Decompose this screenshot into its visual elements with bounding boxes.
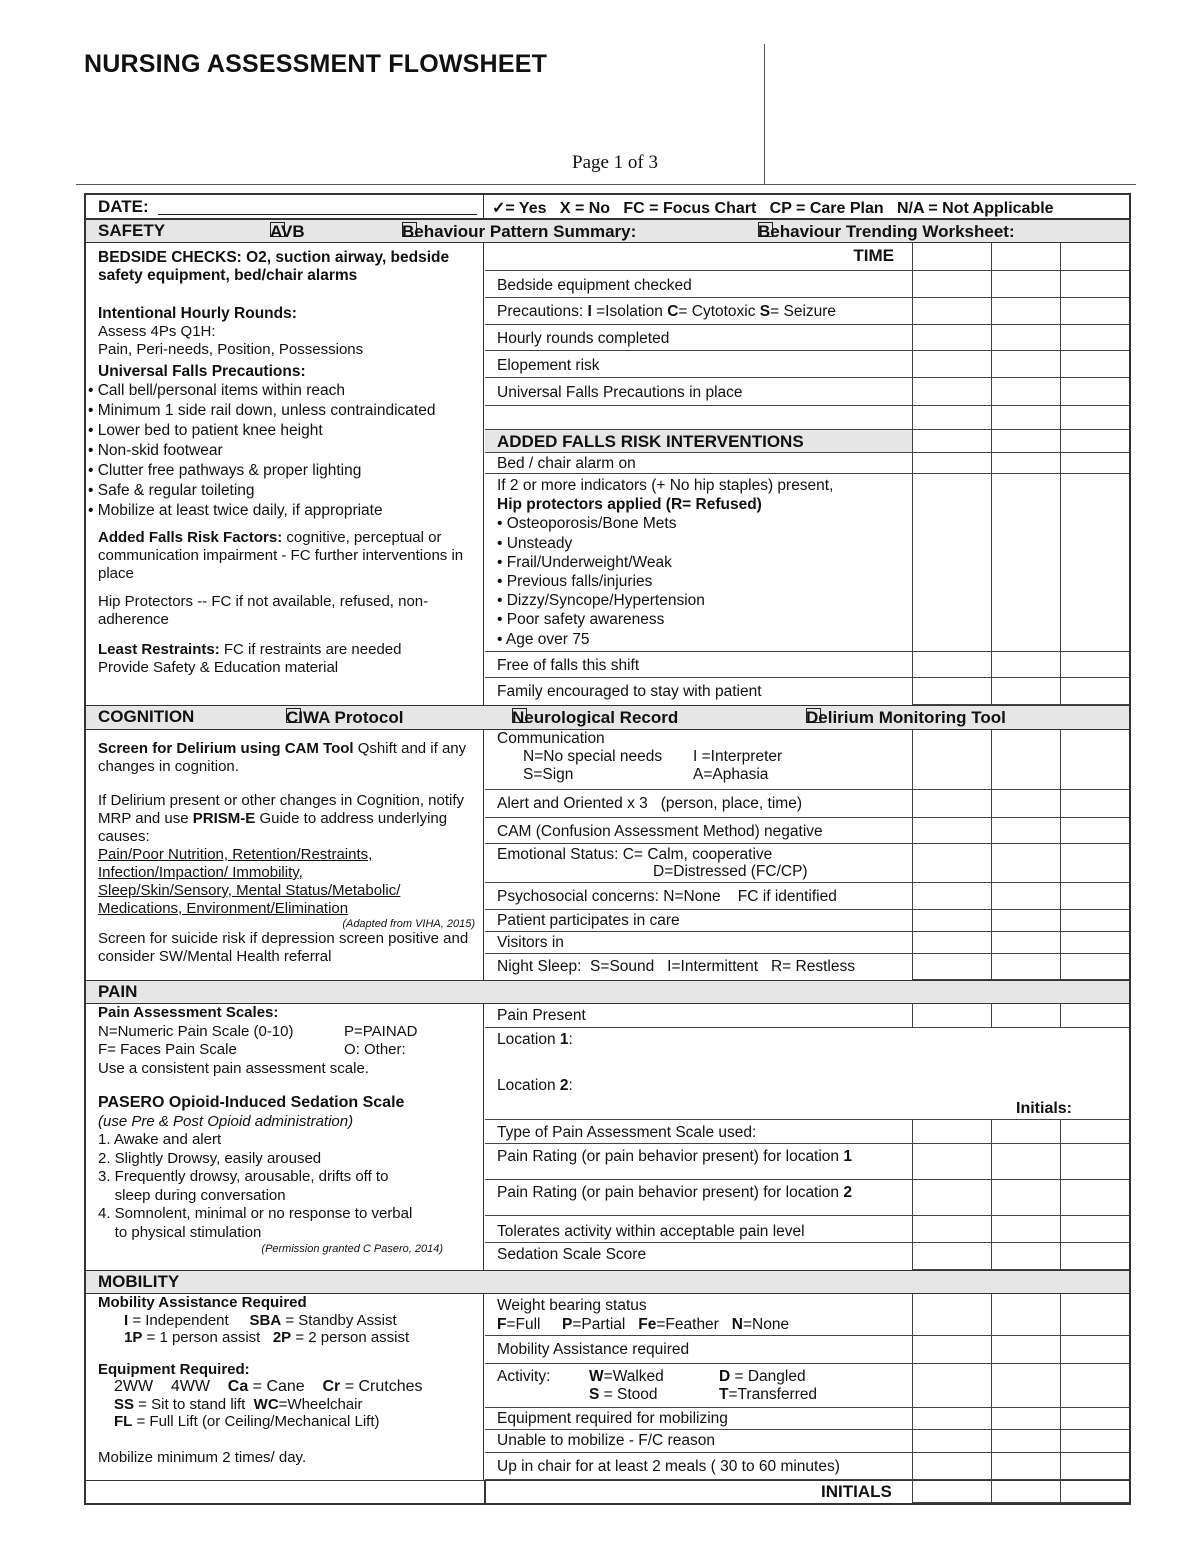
bedside-checks-text: BEDSIDE CHECKS: O2, suction airway, bedside safety equipment, bed/chair alarms — [98, 249, 450, 284]
scale-other: O: Other: — [344, 1041, 406, 1058]
time-entry-cell[interactable] — [991, 1480, 1060, 1503]
time-entry-cell[interactable] — [912, 844, 991, 883]
assist-line1: I = Independent SBA = Standby Assist — [124, 1311, 397, 1329]
pain-title: PAIN — [98, 982, 138, 1001]
time-entry-cell[interactable] — [991, 954, 1060, 980]
location1-label: Location 1: — [497, 1031, 573, 1048]
date-cell — [86, 195, 484, 219]
time-entry-cell[interactable] — [1060, 932, 1129, 954]
time-entry-cell[interactable] — [912, 1430, 991, 1453]
mobilize-minimum: Mobilize minimum 2 times/ day. — [98, 1448, 307, 1466]
time-entry-cell[interactable] — [1060, 844, 1129, 883]
time-entry-cell[interactable] — [1060, 1144, 1129, 1180]
rating-location2-row: Pain Rating (or pain behavior present) for location 2 — [485, 1180, 912, 1216]
scale-numeric: N=Numeric Pain Scale (0-10) — [98, 1022, 294, 1040]
weight-line2: F=Full P=Partial Fe=Feather N=None — [497, 1316, 790, 1333]
hip-line-falls: • Previous falls/injuries — [497, 573, 653, 591]
time-entry-cell[interactable] — [912, 1408, 991, 1430]
date-row — [86, 195, 1129, 219]
time-entry-cell[interactable] — [991, 730, 1060, 790]
delirium-text2: Guide to address underlying causes: — [98, 810, 448, 845]
mobility-header — [86, 1270, 1129, 1294]
time-entry-cell[interactable] — [912, 1216, 991, 1243]
time-entry-cell[interactable] — [991, 474, 1060, 652]
time-entry-cell[interactable] — [991, 844, 1060, 883]
blank-row — [485, 406, 912, 430]
screen-delirium-text: Qshift and if any changes in cognition. — [98, 740, 467, 775]
hip-protectors-text: Hip Protectors -- FC if not available, refused, non- adherence — [98, 593, 429, 628]
pasero-permission: (Permission granted C Pasero, 2014) — [261, 1243, 443, 1255]
comm-s: S=Sign — [523, 766, 574, 783]
time-entry-cell[interactable] — [912, 351, 991, 378]
psychosocial-row: Psychosocial concerns: N=None FC if identified — [485, 883, 912, 910]
time-entry-cell[interactable] — [1060, 271, 1129, 298]
location2-label: Location 2: — [497, 1077, 573, 1094]
time-entry-cell[interactable] — [1060, 474, 1129, 652]
time-entry-cell[interactable] — [1060, 1430, 1129, 1453]
time-entry-cell[interactable] — [991, 378, 1060, 406]
family-row: Family encouraged to stay with patient — [497, 683, 762, 700]
pasero-item: sleep during conversation — [98, 1186, 286, 1204]
communication-label: Communication — [497, 730, 605, 747]
time-entry-cell[interactable] — [991, 271, 1060, 298]
time-entry-cell[interactable] — [1060, 1336, 1129, 1364]
assessment-form — [84, 193, 1131, 1505]
time-entry-cell[interactable] — [991, 1364, 1060, 1408]
pain-initials-label: Initials: — [1016, 1100, 1073, 1117]
time-entry-cell[interactable] — [912, 1144, 991, 1180]
hip-line-age: • Age over 75 — [497, 630, 590, 648]
neuro-record-label: Neurological Record — [512, 708, 679, 727]
behaviour-trending-label: Behaviour Trending Worksheet: — [758, 222, 1015, 241]
added-risk-title: Added Falls Risk Factors: — [98, 529, 283, 546]
alert-oriented-row: Alert and Oriented x 3 (person, place, time) — [485, 790, 912, 818]
time-entry-cell[interactable] — [1060, 378, 1129, 406]
comm-a: A=Aphasia — [693, 766, 769, 783]
time-row — [485, 243, 912, 271]
activity-row — [485, 1364, 912, 1408]
assistance-required-row: Mobility Assistance required — [485, 1336, 912, 1364]
time-entry-cell[interactable] — [991, 883, 1060, 910]
cam-row: CAM (Confusion Assessment Method) negative — [485, 818, 912, 844]
time-entry-cell[interactable] — [991, 406, 1060, 430]
mobility-title: MOBILITY — [98, 1272, 180, 1291]
weight-bearing-row — [485, 1294, 912, 1336]
sedation-row: Sedation Scale Score — [497, 1246, 647, 1263]
participates-row: Patient participates in care — [485, 910, 912, 932]
hip-line-frail: • Frail/Underweight/Weak — [497, 553, 672, 571]
time-entry-cell[interactable] — [1060, 1364, 1129, 1408]
time-entry-cell[interactable] — [912, 474, 991, 652]
time-entry-cell[interactable] — [912, 652, 991, 678]
activity-label: Activity: — [497, 1368, 551, 1385]
cognition-guidelines — [86, 730, 484, 980]
time-entry-cell[interactable] — [912, 678, 991, 705]
hip-line-intro: If 2 or more indicators (+ No hip staples) present, — [497, 477, 834, 494]
delirium-text1: If Delirium present or other changes in Cognition, notify MRP and use — [98, 792, 465, 827]
time-entry-cell[interactable] — [1060, 818, 1129, 844]
communication-row — [485, 730, 912, 790]
time-entry-cell[interactable] — [991, 1243, 1060, 1270]
time-entry-cell[interactable] — [912, 1364, 991, 1408]
initials-label: INITIALS — [821, 1482, 892, 1501]
scale-faces: F= Faces Pain Scale — [98, 1041, 237, 1058]
pasero-item: to physical stimulation — [98, 1223, 262, 1241]
weight-line1: Weight bearing status — [497, 1297, 647, 1314]
equip-title: Equipment Required: — [98, 1360, 250, 1378]
activity-transferred: T=Transferred — [719, 1386, 818, 1403]
time-entry-cell[interactable] — [991, 351, 1060, 378]
hip-protectors-row — [485, 474, 912, 652]
pain-location-block — [485, 1028, 1129, 1120]
time-entry-cell[interactable] — [1060, 430, 1129, 453]
page-number: Page 1 of 3 — [572, 152, 659, 173]
time-entry-cell[interactable] — [1060, 1216, 1129, 1243]
suicide-screen-text: Screen for suicide risk if depression screen positive and consider SW/Mental Health referral — [98, 930, 469, 965]
time-entry-cell[interactable] — [912, 954, 991, 980]
pasero-item: 3. Frequently drowsy, arousable, drifts off to — [98, 1168, 389, 1185]
legend: ✓= Yes X = No FC = Focus Chart CP = Care Plan N/A = Not Applicable — [492, 200, 1054, 217]
activity-walked: W=Walked — [589, 1368, 664, 1385]
safety-header — [86, 219, 1129, 243]
equip-line3: FL = Full Lift (or Ceiling/Mechanical Lift) — [114, 1413, 380, 1430]
equip-line2: SS = Sit to stand lift WC=Wheelchair — [114, 1395, 363, 1413]
time-entry-cell[interactable] — [912, 1004, 991, 1028]
time-entry-cell[interactable] — [1060, 1408, 1129, 1430]
equipment-required-row: Equipment required for mobilizing — [485, 1408, 912, 1430]
comm-i: I =Interpreter — [693, 748, 783, 765]
falls-precautions-row: Universal Falls Precautions in place — [485, 378, 912, 406]
falls-item: • Non-skid footwear — [88, 442, 223, 459]
time-entry-cell[interactable] — [912, 1453, 991, 1480]
time-entry-cell[interactable] — [1060, 1453, 1129, 1480]
falls-item: • Clutter free pathways & proper lighting — [88, 462, 362, 479]
pasero-list — [98, 1131, 483, 1242]
time-entry-cell[interactable] — [991, 1004, 1060, 1028]
pain-header — [86, 980, 1129, 1004]
consistent-scale-text: Use a consistent pain assessment scale. — [98, 1059, 369, 1077]
time-entry-cell[interactable] — [991, 1336, 1060, 1364]
time-entry-cell[interactable] — [912, 910, 991, 932]
pasero-subtitle: (use Pre & Post Opioid administration) — [98, 1112, 354, 1130]
delirium-tool-label: Delirium Monitoring Tool — [806, 708, 1006, 727]
hip-line-osteoporosis: • Osteoporosis/Bone Mets — [497, 515, 677, 533]
falls-item: • Lower bed to patient knee height — [88, 422, 323, 439]
falls-item: • Minimum 1 side rail down, unless contraindicated — [88, 402, 436, 419]
header-divider — [764, 44, 765, 184]
time-entry-cell[interactable] — [1060, 351, 1129, 378]
time-entry-cell[interactable] — [912, 298, 991, 325]
time-entry-cell[interactable] — [991, 1180, 1060, 1216]
avb-label: AVB — [270, 222, 305, 241]
added-risk-text: cognitive, perceptual or communication impairment - FC further interventions in place — [98, 529, 464, 582]
cause-line4: Medications, Environment/Elimination — [98, 900, 349, 917]
cognition-title: COGNITION — [98, 707, 195, 726]
time-entry-cell[interactable] — [991, 910, 1060, 932]
time-entry-cell[interactable] — [1060, 243, 1129, 271]
screen-delirium-title: Screen for Delirium using CAM Tool — [98, 740, 354, 757]
safety-title: SAFETY — [98, 221, 166, 240]
time-entry-cell[interactable] — [1060, 730, 1129, 790]
time-entry-cell[interactable] — [991, 243, 1060, 271]
activity-dangled: D = Dangled — [719, 1368, 806, 1385]
cause-line1: Pain/Poor Nutrition, Retention/Restraints, — [98, 846, 373, 863]
hip-line-unsteady: • Unsteady — [497, 534, 573, 552]
time-entry-cell[interactable] — [1060, 453, 1129, 474]
time-entry-cell[interactable] — [912, 1180, 991, 1216]
header-rule — [76, 184, 1136, 185]
time-entry-cell[interactable] — [1060, 954, 1129, 980]
pain-present-row: Pain Present — [485, 1004, 912, 1028]
time-entry-cell[interactable] — [912, 325, 991, 351]
time-entry-cell[interactable] — [1060, 678, 1129, 705]
time-entry-cell[interactable] — [1060, 1243, 1129, 1270]
hourly-rounds-line2: Pain, Peri-needs, Position, Possessions — [98, 341, 364, 358]
least-restraints-title: Least Restraints: — [98, 641, 220, 658]
hip-line-applied: Hip protectors applied (R= Refused) — [497, 496, 762, 514]
time-entry-cell[interactable] — [912, 1294, 991, 1336]
time-entry-cell[interactable] — [991, 1453, 1060, 1480]
date-label: DATE: — [98, 197, 149, 216]
bed-alarm-row: Bed / chair alarm on — [485, 453, 912, 474]
time-entry-cell[interactable] — [991, 1120, 1060, 1144]
time-entry-cell[interactable] — [912, 271, 991, 298]
elopement-row: Elopement risk — [485, 351, 912, 378]
time-entry-cell[interactable] — [912, 932, 991, 954]
visitors-row: Visitors in — [485, 932, 912, 954]
cause-line3: Sleep/Skin/Sensory, Mental Status/Metabolic/ — [98, 882, 401, 899]
prism-label: PRISM-E — [192, 810, 256, 827]
time-entry-cell[interactable] — [1060, 1294, 1129, 1336]
cause-line2: Infection/Impaction/ Immobility, — [98, 864, 303, 881]
night-sleep-row: Night Sleep: S=Sound I=Intermittent R= Restless — [497, 958, 855, 975]
pasero-item: 4. Somnolent, minimal or no response to verbal — [98, 1205, 413, 1222]
free-of-falls-row: Free of falls this shift — [485, 652, 912, 678]
time-entry-cell[interactable] — [912, 378, 991, 406]
hourly-rounds-line1: Assess 4Ps Q1H: — [98, 323, 216, 340]
time-entry-cell[interactable] — [1060, 325, 1129, 351]
falls-item: • Safe & regular toileting — [88, 482, 255, 499]
page-title: NURSING ASSESSMENT FLOWSHEET — [84, 50, 548, 78]
time-entry-cell[interactable] — [1060, 1004, 1129, 1028]
time-entry-cell[interactable] — [991, 678, 1060, 705]
time-entry-cell[interactable] — [912, 730, 991, 790]
cognition-header — [86, 705, 1129, 730]
hip-line-awareness: • Poor safety awareness — [497, 611, 665, 629]
activity-stood: S = Stood — [589, 1386, 658, 1403]
time-entry-cell[interactable] — [1060, 883, 1129, 910]
emotional-line2: D=Distressed (FC/CP) — [653, 863, 808, 880]
equip-line1: 2WW 4WW Ca = Cane Cr = Crutches — [114, 1378, 423, 1395]
time-entry-cell[interactable] — [991, 790, 1060, 818]
time-entry-cell[interactable] — [912, 243, 991, 271]
time-entry-cell[interactable] — [991, 818, 1060, 844]
falls-precautions-title: Universal Falls Precautions: — [98, 363, 306, 380]
behaviour-summary-label: Behaviour Pattern Summary: — [402, 222, 637, 241]
hourly-rounds-row: Hourly rounds completed — [485, 325, 912, 351]
pasero-item: 1. Awake and alert — [98, 1131, 222, 1148]
time-entry-cell[interactable] — [912, 883, 991, 910]
time-entry-cell[interactable] — [991, 298, 1060, 325]
falls-precautions-list — [88, 381, 483, 521]
time-entry-cell[interactable] — [991, 932, 1060, 954]
time-entry-cell[interactable] — [912, 818, 991, 844]
time-entry-cell[interactable] — [912, 406, 991, 430]
pain-scales-title: Pain Assessment Scales: — [98, 1004, 279, 1021]
time-entry-cell[interactable] — [912, 1120, 991, 1144]
pain-guidelines — [86, 1004, 484, 1270]
tolerates-row: Tolerates activity within acceptable pain level — [485, 1216, 912, 1243]
time-entry-cell[interactable] — [991, 430, 1060, 453]
assist-line2: 1P = 1 person assist 2P = 2 person assist — [124, 1329, 410, 1346]
time-entry-cell[interactable] — [991, 1408, 1060, 1430]
emotional-line1: Emotional Status: C= Calm, cooperative — [497, 846, 773, 863]
time-entry-cell[interactable] — [1060, 1480, 1129, 1503]
hip-line-dizzy: • Dizzy/Syncope/Hypertension — [497, 592, 705, 610]
up-in-chair-row: Up in chair for at least 2 meals ( 30 to 60 minutes) — [485, 1453, 912, 1480]
time-entry-cell[interactable] — [1060, 910, 1129, 932]
bedside-equipment-row: Bedside equipment checked — [485, 271, 912, 298]
assist-title: Mobility Assistance Required — [98, 1294, 307, 1311]
time-entry-cell[interactable] — [912, 1480, 991, 1503]
time-label: TIME — [853, 246, 894, 265]
date-field[interactable] — [158, 214, 477, 215]
scale-painad: P=PAINAD — [344, 1022, 418, 1040]
time-entry-cell[interactable] — [1060, 652, 1129, 678]
time-entry-cell[interactable] — [1060, 1180, 1129, 1216]
time-entry-cell[interactable] — [991, 453, 1060, 474]
pasero-item: 2. Slightly Drowsy, easily aroused — [98, 1149, 322, 1167]
comm-n: N=No special needs — [523, 748, 663, 765]
hourly-rounds-title: Intentional Hourly Rounds: — [98, 305, 297, 322]
time-entry-cell[interactable] — [912, 430, 991, 453]
time-entry-cell[interactable] — [991, 1294, 1060, 1336]
time-entry-cell[interactable] — [912, 1336, 991, 1364]
time-entry-cell[interactable] — [991, 1216, 1060, 1243]
time-entry-cell[interactable] — [1060, 1120, 1129, 1144]
rating-location1-row: Pain Rating (or pain behavior present) for location 1 — [485, 1144, 912, 1180]
time-entry-cell[interactable] — [991, 652, 1060, 678]
time-entry-cell[interactable] — [912, 453, 991, 474]
precautions-row: Precautions: I =Isolation C= Cytotoxic S= Seizure — [485, 298, 912, 325]
scale-used-row: Type of Pain Assessment Scale used: — [485, 1120, 912, 1144]
provide-safety-text: Provide Safety & Education material — [98, 659, 339, 676]
least-restraints-text: FC if restraints are needed — [219, 641, 402, 658]
adapted-credit: (Adapted from VIHA, 2015) — [342, 918, 475, 930]
time-entry-cell[interactable] — [1060, 298, 1129, 325]
time-entry-cell[interactable] — [991, 1430, 1060, 1453]
safety-guidelines — [86, 243, 484, 705]
added-falls-header: ADDED FALLS RISK INTERVENTIONS — [485, 430, 912, 453]
time-entry-cell[interactable] — [1060, 406, 1129, 430]
falls-item: • Mobilize at least twice daily, if appropriate — [88, 502, 383, 519]
ciwa-label: CIWA Protocol — [286, 708, 404, 727]
emotional-status-row — [485, 844, 912, 883]
time-entry-cell[interactable] — [912, 1243, 991, 1270]
pasero-title: PASERO Opioid-Induced Sedation Scale — [98, 1094, 405, 1111]
initials-divider — [484, 1481, 486, 1503]
time-entry-cell[interactable] — [991, 325, 1060, 351]
time-entry-cell[interactable] — [912, 790, 991, 818]
falls-item: • Call bell/personal items within reach — [88, 382, 345, 399]
time-entry-cell[interactable] — [1060, 790, 1129, 818]
time-entry-cell[interactable] — [991, 1144, 1060, 1180]
unable-mobilize-row: Unable to mobilize - F/C reason — [485, 1430, 912, 1453]
mobility-guidelines — [86, 1294, 484, 1480]
